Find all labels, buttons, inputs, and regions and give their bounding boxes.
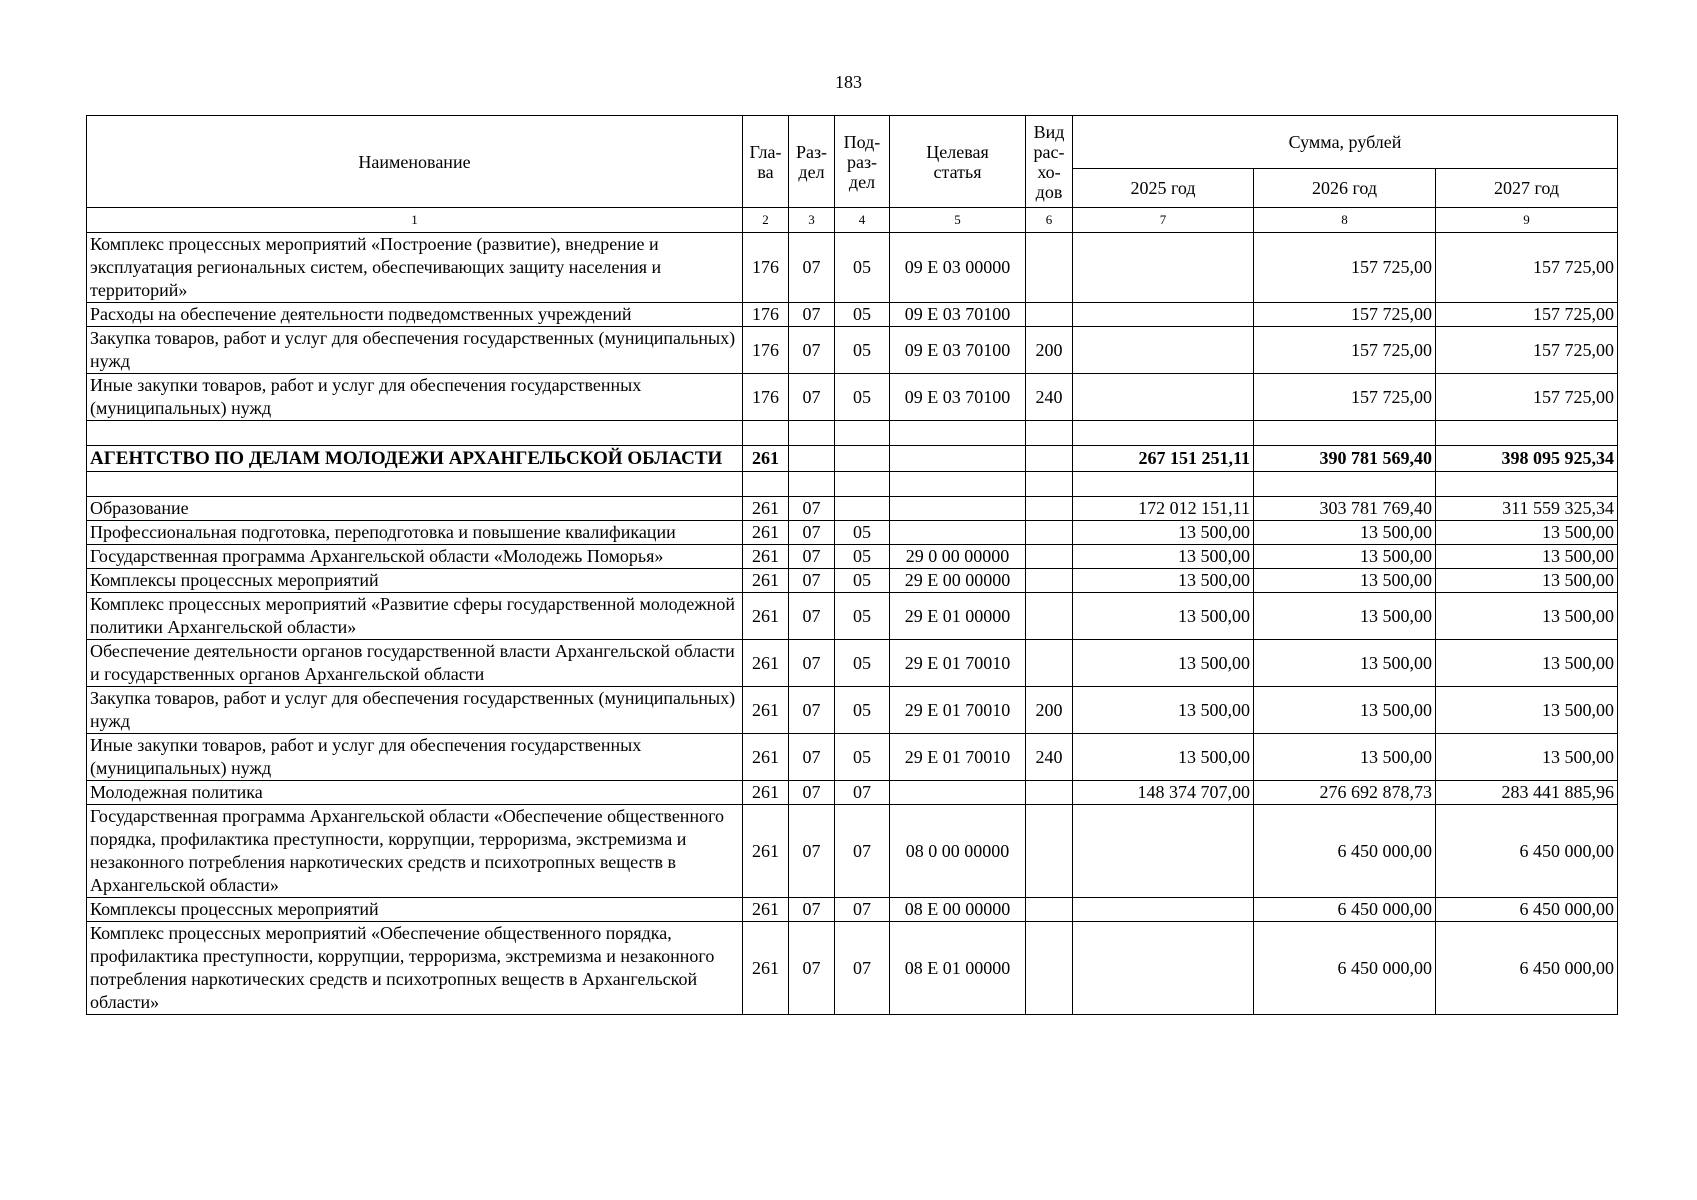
- row-amount-2026-cell: 157 725,00: [1254, 233, 1436, 303]
- row-glava-cell: 261: [743, 593, 789, 640]
- row-amount-2027-cell: 13 500,00: [1436, 640, 1618, 687]
- row-razdel-cell: 07: [789, 593, 835, 640]
- row-razdel-cell: 07: [789, 545, 835, 569]
- blank-row: [87, 472, 1618, 497]
- agency-total-row: [87, 446, 1618, 472]
- header-year-2027: 2027 год: [1436, 169, 1618, 208]
- row-podrazdel-cell: 07: [835, 781, 890, 805]
- row-tselevaya-cell: 29 Е 01 70010: [890, 687, 1026, 734]
- row-razdel-cell: [789, 421, 835, 446]
- row-amount-2026-cell: 13 500,00: [1254, 640, 1436, 687]
- row-amount-2025-cell: [1073, 472, 1254, 497]
- row-podrazdel-cell: 05: [835, 687, 890, 734]
- row-amount-2026-cell: 157 725,00: [1254, 303, 1436, 327]
- row-vid-cell: [1026, 472, 1073, 497]
- table-row: [87, 327, 1618, 374]
- header-podrazdel: Под- раз- дел: [835, 116, 890, 208]
- row-amount-2026-cell: 13 500,00: [1254, 687, 1436, 734]
- row-amount-2027-cell: 13 500,00: [1436, 687, 1618, 734]
- row-podrazdel-cell: 07: [835, 922, 890, 1015]
- row-vid-cell: [1026, 569, 1073, 593]
- table-row: [87, 922, 1618, 1015]
- row-amount-2027-cell: [1436, 421, 1618, 446]
- row-vid-cell: [1026, 521, 1073, 545]
- row-amount-2027-cell: 13 500,00: [1436, 593, 1618, 640]
- row-vid-cell: [1026, 898, 1073, 922]
- row-amount-2027-cell: 6 450 000,00: [1436, 922, 1618, 1015]
- table-row: [87, 497, 1618, 521]
- row-name-cell: Государственная программа Архангельской области «Обеспечение общественного порядка, профилактика преступности, коррупции, терроризма, экстремизма и незаконного потребления наркотических средств и психотропных веществ в Архангельской области»: [87, 805, 743, 898]
- table-row: [87, 734, 1618, 781]
- row-podrazdel-cell: 05: [835, 640, 890, 687]
- row-amount-2026-cell: 13 500,00: [1254, 521, 1436, 545]
- row-amount-2026-cell: 157 725,00: [1254, 327, 1436, 374]
- row-amount-2025-cell: 267 151 251,11: [1073, 446, 1254, 472]
- row-podrazdel-cell: 05: [835, 233, 890, 303]
- row-glava-cell: [743, 421, 789, 446]
- row-vid-cell: [1026, 497, 1073, 521]
- row-amount-2025-cell: 13 500,00: [1073, 545, 1254, 569]
- header-name: Наименование: [87, 116, 743, 208]
- row-razdel-cell: 07: [789, 569, 835, 593]
- row-name-cell: Государственная программа Архангельской области «Молодежь Поморья»: [87, 545, 743, 569]
- row-podrazdel-cell: 05: [835, 593, 890, 640]
- row-tselevaya-cell: 09 Е 03 00000: [890, 233, 1026, 303]
- budget-table: [86, 115, 1618, 1015]
- row-glava-cell: 261: [743, 734, 789, 781]
- row-tselevaya-cell: [890, 472, 1026, 497]
- row-tselevaya-cell: 09 Е 03 70100: [890, 303, 1026, 327]
- column-number: 2: [743, 208, 789, 233]
- row-name-cell: Иные закупки товаров, работ и услуг для обеспечения государственных (муниципальных) нужд: [87, 374, 743, 421]
- table-row: [87, 303, 1618, 327]
- row-vid-cell: [1026, 545, 1073, 569]
- row-amount-2026-cell: 13 500,00: [1254, 593, 1436, 640]
- column-numbers-row: [87, 208, 1618, 233]
- column-number: 4: [835, 208, 890, 233]
- table-row: [87, 569, 1618, 593]
- row-amount-2025-cell: [1073, 303, 1254, 327]
- header-razdel: Раз- дел: [789, 116, 835, 208]
- row-podrazdel-cell: 05: [835, 521, 890, 545]
- row-amount-2025-cell: [1073, 421, 1254, 446]
- row-amount-2027-cell: 13 500,00: [1436, 734, 1618, 781]
- row-glava-cell: 176: [743, 233, 789, 303]
- row-razdel-cell: 07: [789, 734, 835, 781]
- row-vid-cell: 240: [1026, 374, 1073, 421]
- row-glava-cell: 176: [743, 303, 789, 327]
- row-amount-2027-cell: 157 725,00: [1436, 303, 1618, 327]
- row-podrazdel-cell: 05: [835, 545, 890, 569]
- row-vid-cell: 200: [1026, 687, 1073, 734]
- row-razdel-cell: 07: [789, 898, 835, 922]
- row-podrazdel-cell: 05: [835, 569, 890, 593]
- row-amount-2026-cell: 6 450 000,00: [1254, 898, 1436, 922]
- row-glava-cell: 261: [743, 521, 789, 545]
- row-name-cell: Комплексы процессных мероприятий: [87, 569, 743, 593]
- column-number: 6: [1026, 208, 1073, 233]
- row-tselevaya-cell: 09 Е 03 70100: [890, 374, 1026, 421]
- table-row: [87, 640, 1618, 687]
- row-amount-2026-cell: 6 450 000,00: [1254, 805, 1436, 898]
- row-glava-cell: 261: [743, 446, 789, 472]
- row-amount-2025-cell: 148 374 707,00: [1073, 781, 1254, 805]
- row-amount-2026-cell: [1254, 472, 1436, 497]
- row-podrazdel-cell: 05: [835, 327, 890, 374]
- table-row: [87, 233, 1618, 303]
- row-glava-cell: 176: [743, 327, 789, 374]
- row-name-cell: Образование: [87, 497, 743, 521]
- row-razdel-cell: 07: [789, 303, 835, 327]
- column-number: 8: [1254, 208, 1436, 233]
- row-amount-2025-cell: [1073, 374, 1254, 421]
- column-number: 1: [87, 208, 743, 233]
- row-razdel-cell: 07: [789, 687, 835, 734]
- row-name-cell: Закупка товаров, работ и услуг для обеспечения государственных (муниципальных) нужд: [87, 687, 743, 734]
- row-glava-cell: 261: [743, 922, 789, 1015]
- row-name-cell: Комплекс процессных мероприятий «Обеспечение общественного порядка, профилактика преступности, коррупции, терроризма, экстремизма и незаконного потребления наркотических средств и психотропных веществ в Архангельской области»: [87, 922, 743, 1015]
- row-podrazdel-cell: 07: [835, 898, 890, 922]
- table-row: [87, 781, 1618, 805]
- table-row: [87, 545, 1618, 569]
- column-number: 7: [1073, 208, 1254, 233]
- row-vid-cell: [1026, 303, 1073, 327]
- row-vid-cell: [1026, 922, 1073, 1015]
- row-glava-cell: 261: [743, 569, 789, 593]
- row-amount-2026-cell: 13 500,00: [1254, 734, 1436, 781]
- row-amount-2026-cell: 390 781 569,40: [1254, 446, 1436, 472]
- row-razdel-cell: 07: [789, 640, 835, 687]
- row-amount-2027-cell: 398 095 925,34: [1436, 446, 1618, 472]
- row-amount-2027-cell: 13 500,00: [1436, 569, 1618, 593]
- row-glava-cell: 261: [743, 898, 789, 922]
- row-glava-cell: [743, 472, 789, 497]
- row-name-cell: Расходы на обеспечение деятельности подведомственных учреждений: [87, 303, 743, 327]
- row-amount-2026-cell: 157 725,00: [1254, 374, 1436, 421]
- row-amount-2025-cell: 13 500,00: [1073, 640, 1254, 687]
- row-amount-2027-cell: 157 725,00: [1436, 374, 1618, 421]
- row-name-cell: Закупка товаров, работ и услуг для обеспечения государственных (муниципальных) нужд: [87, 327, 743, 374]
- row-razdel-cell: 07: [789, 521, 835, 545]
- page-number: 183: [835, 72, 862, 92]
- row-amount-2025-cell: [1073, 898, 1254, 922]
- row-razdel-cell: 07: [789, 327, 835, 374]
- table-row: [87, 805, 1618, 898]
- blank-row: [87, 421, 1618, 446]
- row-tselevaya-cell: 29 Е 01 70010: [890, 640, 1026, 687]
- row-razdel-cell: 07: [789, 497, 835, 521]
- table-row: [87, 687, 1618, 734]
- row-amount-2025-cell: 13 500,00: [1073, 593, 1254, 640]
- table-row: [87, 374, 1618, 421]
- row-amount-2026-cell: 13 500,00: [1254, 545, 1436, 569]
- row-tselevaya-cell: 29 Е 01 00000: [890, 593, 1026, 640]
- row-glava-cell: 261: [743, 687, 789, 734]
- row-name-cell: [87, 472, 743, 497]
- row-glava-cell: 176: [743, 374, 789, 421]
- header-year-2025: 2025 год: [1073, 169, 1254, 208]
- row-podrazdel-cell: 05: [835, 734, 890, 781]
- row-tselevaya-cell: 29 0 00 00000: [890, 545, 1026, 569]
- row-amount-2027-cell: 6 450 000,00: [1436, 805, 1618, 898]
- row-amount-2026-cell: 13 500,00: [1254, 569, 1436, 593]
- row-tselevaya-cell: [890, 446, 1026, 472]
- header-vid-rashodov: Вид рас- хо- дов: [1026, 116, 1073, 208]
- row-vid-cell: [1026, 446, 1073, 472]
- row-amount-2026-cell: 6 450 000,00: [1254, 922, 1436, 1015]
- row-amount-2027-cell: 311 559 325,34: [1436, 497, 1618, 521]
- row-podrazdel-cell: [835, 421, 890, 446]
- row-vid-cell: [1026, 593, 1073, 640]
- table-row: [87, 593, 1618, 640]
- row-amount-2027-cell: [1436, 472, 1618, 497]
- row-vid-cell: [1026, 781, 1073, 805]
- row-amount-2025-cell: 13 500,00: [1073, 687, 1254, 734]
- column-number: 3: [789, 208, 835, 233]
- row-tselevaya-cell: 29 Е 00 00000: [890, 569, 1026, 593]
- row-vid-cell: 240: [1026, 734, 1073, 781]
- row-tselevaya-cell: [890, 421, 1026, 446]
- row-amount-2025-cell: [1073, 233, 1254, 303]
- row-razdel-cell: 07: [789, 374, 835, 421]
- column-number: 5: [890, 208, 1026, 233]
- header-summa: Сумма, рублей: [1073, 116, 1618, 169]
- row-amount-2025-cell: [1073, 922, 1254, 1015]
- row-vid-cell: [1026, 640, 1073, 687]
- row-podrazdel-cell: 07: [835, 805, 890, 898]
- row-amount-2025-cell: 13 500,00: [1073, 569, 1254, 593]
- row-glava-cell: 261: [743, 805, 789, 898]
- row-glava-cell: 261: [743, 497, 789, 521]
- row-amount-2027-cell: 13 500,00: [1436, 545, 1618, 569]
- row-podrazdel-cell: [835, 446, 890, 472]
- row-amount-2027-cell: 13 500,00: [1436, 521, 1618, 545]
- row-name-cell: Комплексы процессных мероприятий: [87, 898, 743, 922]
- table-body: [87, 233, 1618, 1015]
- row-tselevaya-cell: 08 Е 00 00000: [890, 898, 1026, 922]
- row-amount-2026-cell: 276 692 878,73: [1254, 781, 1436, 805]
- row-amount-2025-cell: 13 500,00: [1073, 734, 1254, 781]
- row-razdel-cell: 07: [789, 922, 835, 1015]
- header-glava: Гла- ва: [743, 116, 789, 208]
- row-tselevaya-cell: [890, 781, 1026, 805]
- row-glava-cell: 261: [743, 545, 789, 569]
- row-razdel-cell: 07: [789, 781, 835, 805]
- row-podrazdel-cell: [835, 497, 890, 521]
- row-tselevaya-cell: 29 Е 01 70010: [890, 734, 1026, 781]
- row-amount-2025-cell: 13 500,00: [1073, 521, 1254, 545]
- row-razdel-cell: 07: [789, 233, 835, 303]
- row-vid-cell: [1026, 421, 1073, 446]
- row-name-cell: Иные закупки товаров, работ и услуг для обеспечения государственных (муниципальных) нужд: [87, 734, 743, 781]
- row-razdel-cell: [789, 446, 835, 472]
- row-tselevaya-cell: 09 Е 03 70100: [890, 327, 1026, 374]
- row-name-cell: Профессиональная подготовка, переподготовка и повышение квалификации: [87, 521, 743, 545]
- row-tselevaya-cell: 08 0 00 00000: [890, 805, 1026, 898]
- row-name-cell: [87, 421, 743, 446]
- table-row: [87, 898, 1618, 922]
- row-razdel-cell: [789, 472, 835, 497]
- row-name-cell: АГЕНТСТВО ПО ДЕЛАМ МОЛОДЕЖИ АРХАНГЕЛЬСКОЙ ОБЛАСТИ: [87, 446, 743, 472]
- row-razdel-cell: 07: [789, 805, 835, 898]
- row-glava-cell: 261: [743, 781, 789, 805]
- header-tselevaya-statya: Целевая статья: [890, 116, 1026, 208]
- row-glava-cell: 261: [743, 640, 789, 687]
- column-number: 9: [1436, 208, 1618, 233]
- row-name-cell: Обеспечение деятельности органов государственной власти Архангельской области и государственных органов Архангельской области: [87, 640, 743, 687]
- row-name-cell: Комплекс процессных мероприятий «Развитие сферы государственной молодежной политики Архангельской области»: [87, 593, 743, 640]
- row-tselevaya-cell: [890, 497, 1026, 521]
- row-vid-cell: [1026, 805, 1073, 898]
- row-tselevaya-cell: 08 Е 01 00000: [890, 922, 1026, 1015]
- header-year-2026: 2026 год: [1254, 169, 1436, 208]
- row-podrazdel-cell: [835, 472, 890, 497]
- row-amount-2026-cell: 303 781 769,40: [1254, 497, 1436, 521]
- row-podrazdel-cell: 05: [835, 374, 890, 421]
- row-amount-2025-cell: 172 012 151,11: [1073, 497, 1254, 521]
- table-row: [87, 521, 1618, 545]
- row-tselevaya-cell: [890, 521, 1026, 545]
- row-amount-2026-cell: [1254, 421, 1436, 446]
- row-amount-2027-cell: 157 725,00: [1436, 233, 1618, 303]
- row-amount-2027-cell: 6 450 000,00: [1436, 898, 1618, 922]
- row-vid-cell: [1026, 233, 1073, 303]
- row-name-cell: Комплекс процессных мероприятий «Построение (развитие), внедрение и эксплуатация региональных систем, обеспечивающих защиту населения и территорий»: [87, 233, 743, 303]
- row-amount-2025-cell: [1073, 805, 1254, 898]
- row-name-cell: Молодежная политика: [87, 781, 743, 805]
- row-amount-2025-cell: [1073, 327, 1254, 374]
- row-vid-cell: 200: [1026, 327, 1073, 374]
- row-amount-2027-cell: 283 441 885,96: [1436, 781, 1618, 805]
- row-podrazdel-cell: 05: [835, 303, 890, 327]
- row-amount-2027-cell: 157 725,00: [1436, 327, 1618, 374]
